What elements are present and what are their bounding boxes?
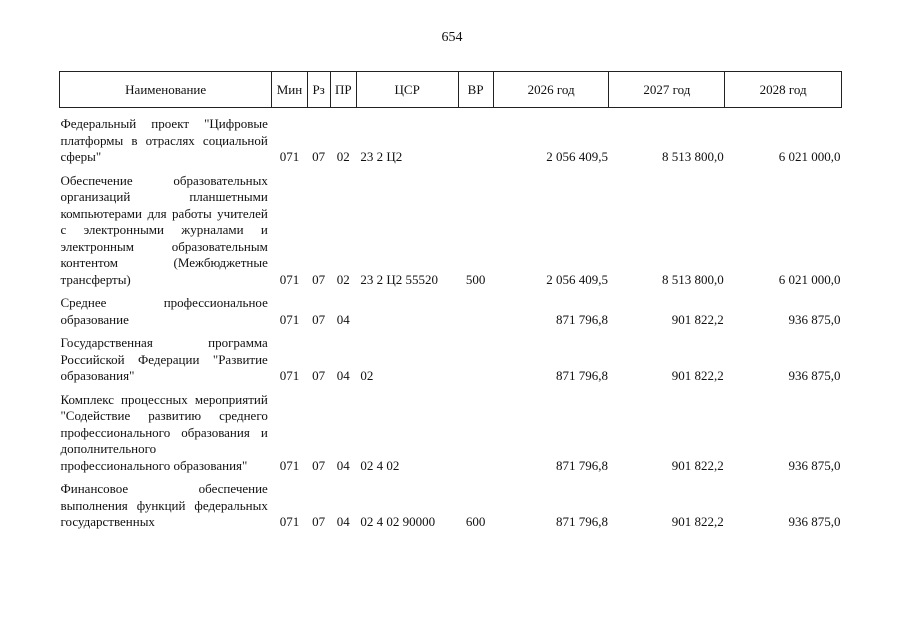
table-row	[60, 108, 842, 169]
row-pr: 04	[336, 368, 350, 383]
table-row	[60, 477, 842, 534]
row-pr: 04	[336, 514, 350, 529]
table-header-row	[60, 72, 842, 108]
header-vr: ВР	[458, 72, 493, 108]
row-2028: 6 021 000,0	[778, 149, 841, 164]
header-2028: 2028 год	[725, 72, 842, 108]
budget-table	[59, 71, 842, 534]
row-csr: 02 4 02	[360, 457, 400, 473]
row-name: Финансовое обеспечение выполнения функций федеральных государственных	[60, 481, 268, 529]
row-vr	[458, 291, 493, 331]
row-2027: 901 822,2	[671, 311, 724, 327]
row-2027: 901 822,2	[671, 457, 724, 473]
row-min: 071	[279, 368, 300, 383]
header-pr: ПР	[330, 72, 356, 108]
row-csr: 23 2 Ц2	[360, 149, 403, 164]
page-number: 654	[441, 30, 463, 45]
row-vr	[458, 388, 493, 478]
row-name: Комплекс процессных мероприятий "Содействие развитию среднего профессионального образования и дополнительного профессионального образования"	[60, 391, 268, 473]
row-2028: 936 875,0	[788, 311, 841, 327]
row-2028: 6 021 000,0	[778, 271, 841, 287]
row-csr	[356, 291, 458, 331]
header-2026: 2026 год	[493, 72, 609, 108]
row-min: 071	[279, 457, 300, 473]
row-2026: 871 796,8	[555, 368, 608, 383]
row-2028: 936 875,0	[788, 514, 841, 529]
row-min: 071	[279, 514, 300, 529]
header-2027: 2027 год	[609, 72, 725, 108]
row-rz: 07	[312, 271, 326, 287]
row-csr: 02	[360, 368, 374, 383]
row-vr: 600	[465, 514, 486, 529]
row-name: Государственная программа Российской Федерации "Развитие образования"	[60, 335, 268, 383]
table-row	[60, 291, 842, 331]
table-row	[60, 331, 842, 388]
row-pr: 04	[336, 457, 350, 473]
header-min: Мин	[272, 72, 307, 108]
row-min: 071	[279, 271, 300, 287]
row-2028: 936 875,0	[788, 368, 841, 383]
row-rz: 07	[312, 457, 326, 473]
row-pr: 04	[336, 311, 350, 327]
row-rz: 07	[312, 514, 326, 529]
row-vr	[458, 108, 493, 169]
header-rz: Рз	[307, 72, 330, 108]
row-2027: 901 822,2	[671, 368, 724, 383]
header-name: Наименование	[60, 72, 272, 108]
row-name: Обеспечение образовательных организаций планшетными компьютерами для работы учителей с электронными журналами и электронным образовательным контентом (Межбюджетные трансферты)	[60, 172, 268, 287]
row-2026: 871 796,8	[555, 457, 608, 473]
row-2027: 8 513 800,0	[661, 271, 724, 287]
table-row	[60, 388, 842, 478]
header-csr: ЦСР	[356, 72, 458, 108]
row-2026: 2 056 409,5	[546, 149, 608, 164]
row-2028: 936 875,0	[788, 457, 841, 473]
table-body	[60, 108, 842, 534]
table-row	[60, 169, 842, 292]
row-name: Федеральный проект "Цифровые платформы в отраслях социальной сферы"	[60, 116, 268, 164]
row-name: Среднее профессиональное образование	[60, 295, 268, 327]
row-pr: 02	[336, 271, 350, 287]
row-csr: 23 2 Ц2 55520	[360, 271, 438, 287]
row-2026: 871 796,8	[555, 514, 608, 529]
row-2027: 901 822,2	[671, 514, 724, 529]
row-vr: 500	[465, 271, 486, 287]
row-2026: 2 056 409,5	[546, 271, 608, 287]
row-2026: 871 796,8	[555, 311, 608, 327]
row-min: 071	[279, 149, 300, 164]
row-min: 071	[279, 311, 300, 327]
row-csr: 02 4 02 90000	[360, 514, 436, 529]
row-2027: 8 513 800,0	[661, 149, 724, 164]
row-vr	[458, 331, 493, 388]
row-pr: 02	[336, 149, 350, 164]
row-rz: 07	[312, 311, 326, 327]
row-rz: 07	[312, 149, 326, 164]
row-rz: 07	[312, 368, 326, 383]
